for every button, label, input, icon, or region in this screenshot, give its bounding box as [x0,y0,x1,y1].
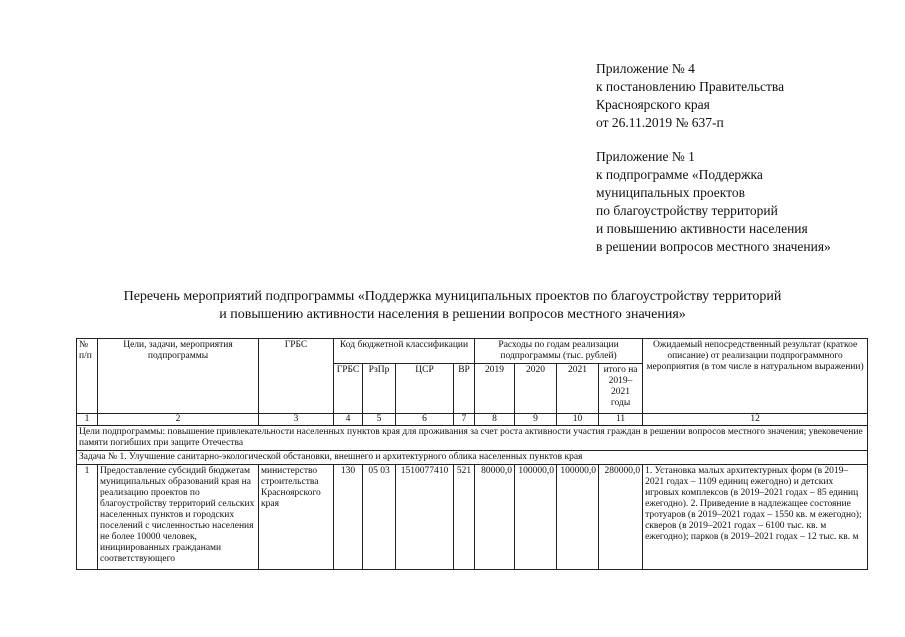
header-budget-code: Код бюджетной классификации [334,339,475,364]
annex-line: от 26.11.2019 № 637-п [596,115,724,130]
row-2019: 80000,0 [475,465,515,570]
annex-line: в решении вопросов местного значения» [596,239,831,254]
column-number: 3 [259,414,334,426]
document-title [40,288,865,324]
header-code-rzpr: РзПр [363,364,396,414]
row-name: Предоставление субсидий бюджетам муниципальных образований края на реализацию проектов по благоустройству территорий сельских населенных пунктов и городских поселений с численностью населения не более 10000 человек, инициированных гражданами соответствующего [98,465,259,570]
table-row [77,465,868,570]
row-2021: 100000,0 [557,465,599,570]
column-number: 7 [454,414,475,426]
annex-line: Красноярского края [596,97,710,112]
row-code-grbs: 130 [334,465,363,570]
row-code-rzpr: 05 03 [363,465,396,570]
column-number: 4 [334,414,363,426]
annex-line: Приложение № 1 [596,149,695,164]
header-code-vr: ВР [454,364,475,414]
column-number: 5 [363,414,396,426]
row-result: 1. Установка малых архитектурных форм (в 2019–2021 годах – 1109 единиц ежегодно) и детских игровых комплексов (в 2019–2021 годах – 85 единиц ежегодно). 2. Приведение в надлежащее состояние тротуаров (в 2019–2021 годах – 1550 кв. м ежегодно); скверов (в 2019–2021 годах – 6100 тыс. кв. м ежегодно); парков (в 2019–2021 годах – 12 тыс. кв. м [643,465,868,570]
goal-text: Цели подпрограммы: повышение привлекательности населенных пунктов края для проживания за счет роста активности участия граждан в решении вопросов местного значения; увековечение памяти погибших при защите Отечества [77,426,868,451]
row-code-csr: 1510077410 [396,465,454,570]
task-text: Задача № 1. Улучшение санитарно-экологической обстановки, внешнего и архитектурного облика населенных пунктов края [77,451,868,465]
measures-table [76,338,868,570]
column-number: 2 [98,414,259,426]
column-number: 12 [643,414,868,426]
column-number: 10 [557,414,599,426]
task-row [77,451,868,465]
header-grbs: ГРБС [259,339,334,414]
row-total: 280000,0 [599,465,643,570]
header-code-csr: ЦСР [396,364,454,414]
row-num: 1 [77,465,98,570]
annex-1-header [596,148,831,256]
title-line: и повышению активности населения в решении вопросов местного значения» [219,307,686,322]
annex-line: к постановлению Правительства [596,79,785,94]
header-expenses: Расходы по годам реализации подпрограммы (тыс. рублей) [475,339,643,364]
annex-line: к подпрограмме «Поддержка [596,167,763,182]
header-2019: 2019 [475,364,515,414]
annex-line: и повышению активности населения [596,221,808,236]
column-number: 6 [396,414,454,426]
column-number: 11 [599,414,643,426]
header-goals: Цели, задачи, мероприятия подпрограммы [98,339,259,414]
header-total: итого на 2019–2021 годы [599,364,643,414]
row-code-vr: 521 [454,465,475,570]
annex-4-header [596,60,784,132]
column-number-row [77,414,868,426]
row-2020: 100000,0 [515,465,557,570]
annex-line: муниципальных проектов [596,185,745,200]
header-2020: 2020 [515,364,557,414]
header-2021: 2021 [557,364,599,414]
row-grbs: министерство строительства Красноярского края [259,465,334,570]
column-number: 8 [475,414,515,426]
column-number: 9 [515,414,557,426]
header-result: Ожидаемый непосредственный результат (краткое описание) от реализации подпрограммного мероприятия (в том числе в натуральном выражении) [643,339,868,414]
annex-line: Приложение № 4 [596,61,695,76]
header-row [77,339,868,364]
title-line: Перечень мероприятий подпрограммы «Поддержка муниципальных проектов по благоустройству территорий [123,289,782,304]
column-number: 1 [77,414,98,426]
header-code-grbs: ГРБС [334,364,363,414]
annex-line: по благоустройству территорий [596,203,778,218]
goal-row [77,426,868,451]
header-num: № п/п [77,339,98,414]
